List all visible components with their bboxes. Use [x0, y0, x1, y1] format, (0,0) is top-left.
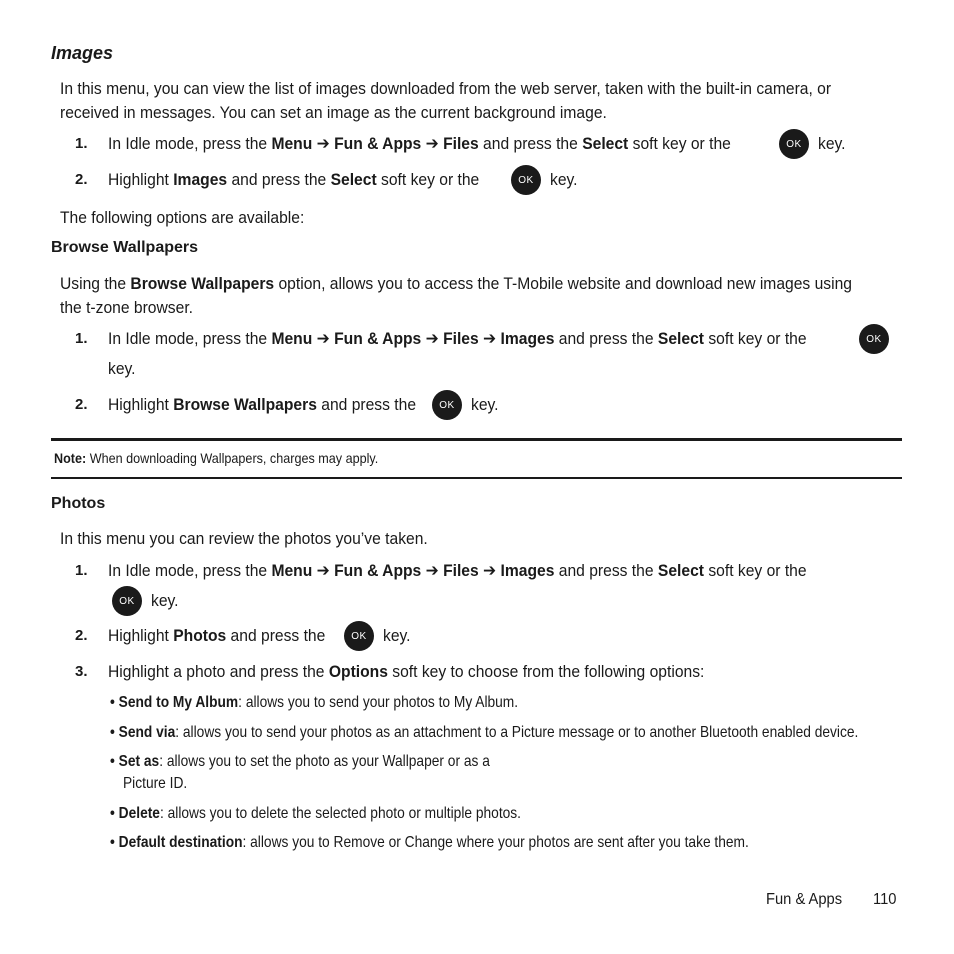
photos-intro: In this menu you can review the photos you’ve taken.	[60, 529, 428, 548]
step-number: 2.	[75, 627, 88, 644]
step-number: 2.	[75, 396, 88, 413]
browse-step-1-end: key.	[108, 359, 136, 378]
list-item: • Set as: allows you to set the photo as your Wallpaper or as a	[110, 753, 490, 770]
browse-intro-line1: Using the Browse Wallpapers option, allows you to access the T-Mobile website and download new images using	[60, 274, 852, 293]
images-following-text: The following options are available:	[60, 208, 305, 227]
note-bottom-rule	[51, 477, 902, 479]
images-step-1-end: key.	[818, 134, 846, 153]
browse-step-1: In Idle mode, press the Menu ➔ Fun & Apps ➔ Files ➔ Images and press the Select soft key or the	[108, 329, 807, 348]
browse-step-2: Highlight Browse Wallpapers and press the	[108, 395, 417, 414]
section-heading-images: Images	[51, 43, 114, 63]
images-intro-line2: received in messages. You can set an image as the current background image.	[60, 103, 607, 122]
images-step-2: Highlight Images and press the Select soft key or the	[108, 170, 480, 189]
step-number: 3.	[75, 663, 88, 680]
images-intro-line1: In this menu, you can view the list of images downloaded from the web server, taken with the built-in camera, or	[60, 79, 832, 98]
images-step-1: In Idle mode, press the Menu ➔ Fun & Apps ➔ Files and press the Select soft key or the	[108, 134, 731, 153]
photos-step-2-end: key.	[383, 626, 411, 645]
photos-step-2: Highlight Photos and press the	[108, 626, 326, 645]
list-item: • Send via: allows you to send your photos as an attachment to a Picture message or to another Bluetooth enabled device.	[110, 724, 859, 741]
list-item-continuation: Picture ID.	[123, 775, 188, 792]
step-number: 1.	[75, 330, 88, 347]
photos-step-3: Highlight a photo and press the Options soft key to choose from the following options:	[108, 662, 705, 681]
photos-step-1-end: key.	[151, 591, 179, 610]
section-heading-browse-wallpapers: Browse Wallpapers	[51, 239, 199, 256]
ok-key-icon: OK	[112, 586, 142, 616]
step-number: 1.	[75, 135, 88, 152]
page-number: 110	[873, 891, 897, 908]
photos-step-1: In Idle mode, press the Menu ➔ Fun & Apps ➔ Files ➔ Images and press the Select soft key or the	[108, 561, 807, 580]
ok-key-icon: OK	[511, 165, 541, 195]
ok-key-icon: OK	[344, 621, 374, 651]
note-top-rule	[51, 438, 902, 441]
ok-key-icon: OK	[779, 129, 809, 159]
browse-step-2-end: key.	[471, 395, 499, 414]
list-item: • Delete: allows you to delete the selected photo or multiple photos.	[110, 805, 521, 822]
ok-key-icon: OK	[432, 390, 462, 420]
note-text: Note: When downloading Wallpapers, charges may apply.	[54, 450, 379, 466]
section-heading-photos: Photos	[51, 495, 106, 512]
list-item: • Send to My Album: allows you to send your photos to My Album.	[110, 694, 519, 711]
browse-intro-line2: the t-zone browser.	[60, 298, 194, 317]
footer-section-name: Fun & Apps	[766, 891, 843, 908]
step-number: 2.	[75, 171, 88, 188]
list-item: • Default destination: allows you to Remove or Change where your photos are sent after you take them.	[110, 834, 749, 851]
images-step-2-end: key.	[550, 170, 578, 189]
ok-key-icon: OK	[859, 324, 889, 354]
step-number: 1.	[75, 562, 88, 579]
